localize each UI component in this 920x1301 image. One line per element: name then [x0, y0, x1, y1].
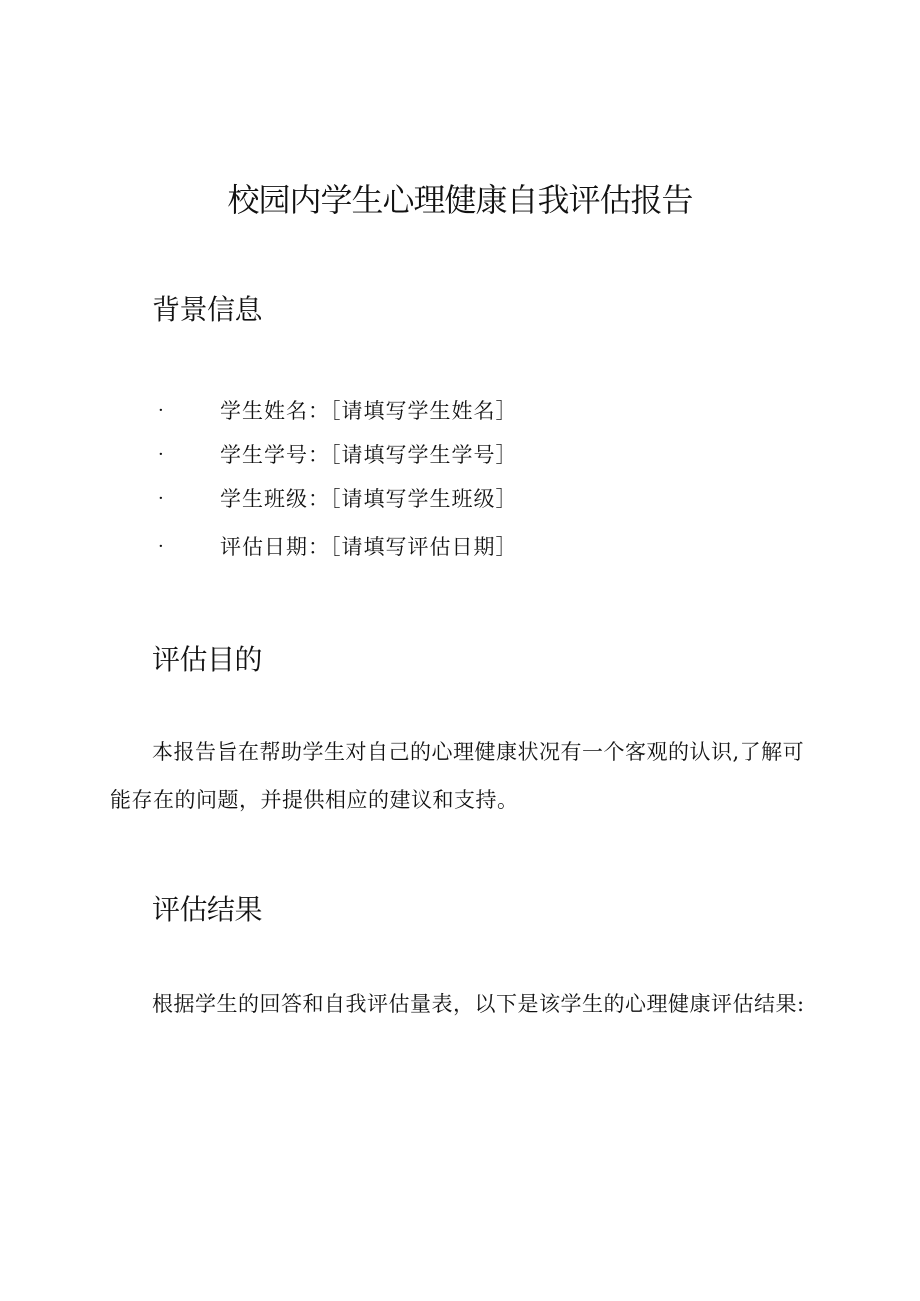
student-class-field: 学生班级：［请填写学生班级］	[220, 487, 518, 511]
document-title: 校园内学生心理健康自我评估报告	[227, 181, 693, 219]
bullet-icon: ·	[158, 400, 164, 421]
student-id-field: 学生学号：［请填写学生学号］	[220, 443, 518, 467]
background-heading: 背景信息	[152, 293, 263, 326]
results-heading: 评估结果	[152, 893, 263, 926]
bullet-icon: ·	[158, 444, 164, 465]
purpose-heading: 评估目的	[152, 643, 263, 676]
assessment-date-field: 评估日期：［请填写评估日期］	[220, 535, 518, 559]
bullet-icon: ·	[158, 536, 164, 557]
bullet-icon: ·	[158, 488, 164, 509]
results-paragraph: 根据学生的回答和自我评估量表，以下是该学生的心理健康评估结果:	[152, 992, 805, 1016]
purpose-paragraph: 本报告旨在帮助学生对自己的心理健康状况有一个客观的认识,了解可能存在的问题，并提供相应的建议和支持。	[110, 740, 805, 812]
student-name-field: 学生姓名：［请填写学生姓名］	[220, 399, 518, 423]
